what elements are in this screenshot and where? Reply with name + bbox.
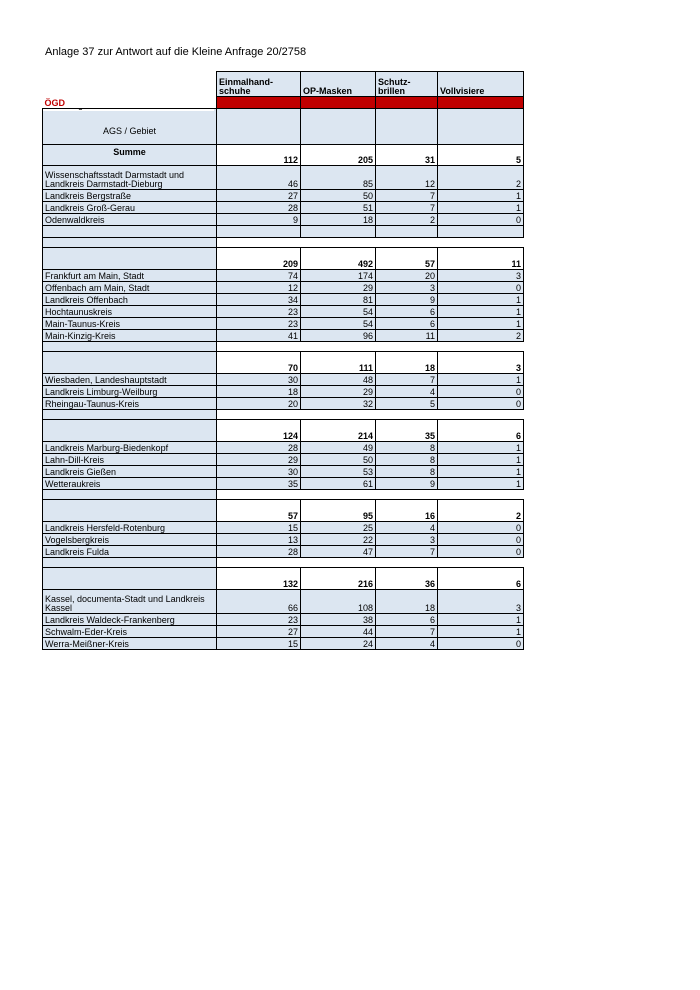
blank-cell xyxy=(376,226,438,238)
table-row xyxy=(43,590,524,614)
region-value: 8 xyxy=(376,454,438,466)
region-value: 9 xyxy=(217,214,301,226)
region-value: 7 xyxy=(376,190,438,202)
region-value: 66 xyxy=(217,590,301,614)
spacer-cell xyxy=(376,410,438,420)
document-heading: Anlage 37 zur Antwort auf die Kleine Anfrage 20/2758 xyxy=(45,46,307,58)
spacer-row xyxy=(43,238,524,248)
group-total-value: 214 xyxy=(301,420,376,442)
region-value: 12 xyxy=(217,282,301,294)
spacer-cell xyxy=(217,490,301,500)
spacer-cell xyxy=(376,490,438,500)
spacer-cell xyxy=(438,410,524,420)
group-total-value: 2 xyxy=(438,500,524,522)
region-value: 25 xyxy=(301,522,376,534)
region-value: 28 xyxy=(217,202,301,214)
region-value: 15 xyxy=(217,638,301,650)
region-value: 27 xyxy=(217,626,301,638)
region-value: 28 xyxy=(217,546,301,558)
region-value: 7 xyxy=(376,546,438,558)
table-row xyxy=(43,398,524,410)
col-header-goggles: Schutz-brillen xyxy=(376,72,438,97)
spacer-cell xyxy=(217,238,301,248)
region-value: 48 xyxy=(301,374,376,386)
table-row xyxy=(43,294,524,306)
red-bar-cell xyxy=(217,97,301,109)
spacer-cell xyxy=(43,490,217,500)
region-name: Lahn-Dill-Kreis xyxy=(43,454,217,466)
spacer-cell xyxy=(217,342,301,352)
region-value: 54 xyxy=(301,306,376,318)
region-value: 12 xyxy=(376,166,438,190)
region-value: 3 xyxy=(438,590,524,614)
region-value: 51 xyxy=(301,202,376,214)
blank-row xyxy=(43,226,524,238)
region-value: 2 xyxy=(438,330,524,342)
region-value: 1 xyxy=(438,202,524,214)
region-value: 29 xyxy=(301,282,376,294)
group-total-value: 18 xyxy=(376,352,438,374)
region-value: 1 xyxy=(438,626,524,638)
region-value: 4 xyxy=(376,522,438,534)
region-value: 20 xyxy=(217,398,301,410)
region-value: 50 xyxy=(301,190,376,202)
region-value: 61 xyxy=(301,478,376,490)
table-row xyxy=(43,374,524,386)
region-value: 11 xyxy=(376,330,438,342)
region-value: 1 xyxy=(438,614,524,626)
group-total-value: 492 xyxy=(301,248,376,270)
group-total-value: 35 xyxy=(376,420,438,442)
group-total-label-cell xyxy=(43,248,217,270)
spacer-row xyxy=(43,490,524,500)
table-row xyxy=(43,202,524,214)
col-header-visors: Vollvisiere xyxy=(438,72,524,97)
group-total-row xyxy=(43,352,524,374)
region-value: 41 xyxy=(217,330,301,342)
region-value: 0 xyxy=(438,282,524,294)
region-value: 1 xyxy=(438,190,524,202)
region-value: 49 xyxy=(301,442,376,454)
ags-text: AGS / Gebiet xyxy=(102,126,157,136)
region-value: 23 xyxy=(217,318,301,330)
region-value: 2 xyxy=(376,214,438,226)
table-row xyxy=(43,534,524,546)
header-empty-cell xyxy=(43,72,217,97)
table-row xyxy=(43,282,524,294)
region-value: 1 xyxy=(438,442,524,454)
spacer-row xyxy=(43,342,524,352)
region-value: 0 xyxy=(438,386,524,398)
ags-cell xyxy=(301,109,376,145)
region-value: 4 xyxy=(376,386,438,398)
region-value: 96 xyxy=(301,330,376,342)
region-value: 1 xyxy=(438,318,524,330)
table-row xyxy=(43,546,524,558)
region-name: Landkreis Bergstraße xyxy=(43,190,217,202)
spacer-cell xyxy=(301,490,376,500)
region-value: 50 xyxy=(301,454,376,466)
summe-value: 5 xyxy=(438,145,524,166)
region-value: 30 xyxy=(217,374,301,386)
region-value: 0 xyxy=(438,638,524,650)
spacer-row xyxy=(43,558,524,568)
region-value: 6 xyxy=(376,614,438,626)
region-value: 32 xyxy=(301,398,376,410)
spacer-cell xyxy=(217,558,301,568)
table-title: ÖGD xyxy=(44,98,66,108)
region-value: 27 xyxy=(217,190,301,202)
region-name: Vogelsbergkreis xyxy=(43,534,217,546)
ags-label xyxy=(43,109,217,145)
region-value: 81 xyxy=(301,294,376,306)
blank-cell xyxy=(217,226,301,238)
region-value: 0 xyxy=(438,534,524,546)
table-row xyxy=(43,638,524,650)
spacer-cell xyxy=(438,558,524,568)
spacer-cell xyxy=(438,490,524,500)
region-value: 6 xyxy=(376,318,438,330)
red-bar-cell xyxy=(301,97,376,109)
region-value: 22 xyxy=(301,534,376,546)
group-total-row xyxy=(43,568,524,590)
region-name: Landkreis Fulda xyxy=(43,546,217,558)
group-total-value: 209 xyxy=(217,248,301,270)
col-header-masks: OP-Masken xyxy=(301,72,376,97)
region-value: 23 xyxy=(217,614,301,626)
group-total-label-cell xyxy=(43,500,217,522)
table-row xyxy=(43,478,524,490)
region-name: Odenwaldkreis xyxy=(43,214,217,226)
region-name: Main-Kinzig-Kreis xyxy=(43,330,217,342)
table-row xyxy=(43,442,524,454)
region-value: 1 xyxy=(438,454,524,466)
blank-cell xyxy=(43,226,217,238)
region-name: Kassel, documenta-Stadt und Landkreis Kassel xyxy=(43,590,217,614)
group-total-row xyxy=(43,248,524,270)
summe-value: 31 xyxy=(376,145,438,166)
region-name: Werra-Meißner-Kreis xyxy=(43,638,217,650)
table-row xyxy=(43,166,524,190)
summe-value: 112 xyxy=(217,145,301,166)
region-value: 34 xyxy=(217,294,301,306)
region-value: 20 xyxy=(376,270,438,282)
region-value: 9 xyxy=(376,478,438,490)
region-name: Landkreis Waldeck-Frankenberg xyxy=(43,614,217,626)
date-line xyxy=(43,109,214,112)
group-total-label-cell xyxy=(43,352,217,374)
group-total-value: 111 xyxy=(301,352,376,374)
region-value: 29 xyxy=(301,386,376,398)
col-header-gloves: Einmalhand-schuhe xyxy=(217,72,301,97)
ags-cell xyxy=(376,109,438,145)
group-total-value: 36 xyxy=(376,568,438,590)
spacer-cell xyxy=(438,238,524,248)
group-total-value: 216 xyxy=(301,568,376,590)
table-row xyxy=(43,522,524,534)
group-total-value: 132 xyxy=(217,568,301,590)
table-row xyxy=(43,626,524,638)
region-name: Wissenschaftsstadt Darmstadt und Landkreis Darmstadt-Dieburg xyxy=(43,166,217,190)
region-value: 8 xyxy=(376,466,438,478)
region-value: 3 xyxy=(376,282,438,294)
group-total-row xyxy=(43,420,524,442)
spacer-cell xyxy=(376,342,438,352)
region-value: 1 xyxy=(438,374,524,386)
table-row xyxy=(43,466,524,478)
summe-value: 205 xyxy=(301,145,376,166)
table-row xyxy=(43,454,524,466)
ags-cell xyxy=(438,109,524,145)
region-name: Main-Taunus-Kreis xyxy=(43,318,217,330)
region-value: 1 xyxy=(438,294,524,306)
spacer-cell xyxy=(301,558,376,568)
spacer-cell xyxy=(438,342,524,352)
spacer-cell xyxy=(301,410,376,420)
region-value: 0 xyxy=(438,522,524,534)
spacer-cell xyxy=(301,342,376,352)
table-row xyxy=(43,190,524,202)
group-total-value: 11 xyxy=(438,248,524,270)
region-name: Wetteraukreis xyxy=(43,478,217,490)
table-row xyxy=(43,214,524,226)
region-value: 4 xyxy=(376,638,438,650)
region-value: 1 xyxy=(438,466,524,478)
red-bar-cell xyxy=(376,97,438,109)
region-name: Offenbach am Main, Stadt xyxy=(43,282,217,294)
region-name: Landkreis Hersfeld-Rotenburg xyxy=(43,522,217,534)
region-value: 23 xyxy=(217,306,301,318)
region-value: 30 xyxy=(217,466,301,478)
spacer-cell xyxy=(376,238,438,248)
region-name: Landkreis Offenbach xyxy=(43,294,217,306)
region-value: 2 xyxy=(438,166,524,190)
header-row xyxy=(43,72,524,97)
spacer-cell xyxy=(43,558,217,568)
table-row xyxy=(43,614,524,626)
region-value: 3 xyxy=(438,270,524,282)
spacer-cell xyxy=(43,342,217,352)
group-total-value: 3 xyxy=(438,352,524,374)
region-value: 85 xyxy=(301,166,376,190)
region-value: 1 xyxy=(438,478,524,490)
region-value: 5 xyxy=(376,398,438,410)
region-value: 47 xyxy=(301,546,376,558)
table-row xyxy=(43,330,524,342)
region-value: 38 xyxy=(301,614,376,626)
title-row xyxy=(43,97,524,109)
region-value: 174 xyxy=(301,270,376,282)
region-value: 0 xyxy=(438,546,524,558)
region-name: Landkreis Groß-Gerau xyxy=(43,202,217,214)
group-total-value: 95 xyxy=(301,500,376,522)
group-total-value: 6 xyxy=(438,568,524,590)
region-value: 0 xyxy=(438,214,524,226)
summe-row xyxy=(43,145,524,166)
table-row xyxy=(43,386,524,398)
region-value: 28 xyxy=(217,442,301,454)
group-total-value: 16 xyxy=(376,500,438,522)
spacer-row xyxy=(43,410,524,420)
region-value: 1 xyxy=(438,306,524,318)
table-row xyxy=(43,270,524,282)
group-total-value: 57 xyxy=(217,500,301,522)
region-value: 8 xyxy=(376,442,438,454)
region-value: 54 xyxy=(301,318,376,330)
region-value: 15 xyxy=(217,522,301,534)
distribution-table xyxy=(42,71,524,650)
region-value: 0 xyxy=(438,398,524,410)
region-value: 35 xyxy=(217,478,301,490)
region-value: 7 xyxy=(376,374,438,386)
group-total-label-cell xyxy=(43,420,217,442)
region-value: 108 xyxy=(301,590,376,614)
region-value: 53 xyxy=(301,466,376,478)
region-name: Frankfurt am Main, Stadt xyxy=(43,270,217,282)
ags-row xyxy=(43,109,524,145)
region-name: Landkreis Gießen xyxy=(43,466,217,478)
group-total-value: 6 xyxy=(438,420,524,442)
ags-cell xyxy=(217,109,301,145)
table-row xyxy=(43,306,524,318)
region-value: 13 xyxy=(217,534,301,546)
summe-label: Summe xyxy=(43,145,217,166)
region-value: 46 xyxy=(217,166,301,190)
region-value: 74 xyxy=(217,270,301,282)
blank-cell xyxy=(301,226,376,238)
group-total-value: 70 xyxy=(217,352,301,374)
region-value: 44 xyxy=(301,626,376,638)
spacer-cell xyxy=(217,410,301,420)
spacer-cell xyxy=(43,238,217,248)
region-name: Schwalm-Eder-Kreis xyxy=(43,626,217,638)
region-name: Hochtaunuskreis xyxy=(43,306,217,318)
region-name: Landkreis Limburg-Weilburg xyxy=(43,386,217,398)
group-total-value: 57 xyxy=(376,248,438,270)
region-value: 7 xyxy=(376,202,438,214)
group-total-label-cell xyxy=(43,568,217,590)
region-value: 3 xyxy=(376,534,438,546)
region-value: 18 xyxy=(376,590,438,614)
region-value: 7 xyxy=(376,626,438,638)
spacer-cell xyxy=(376,558,438,568)
spacer-cell xyxy=(43,410,217,420)
region-value: 6 xyxy=(376,306,438,318)
red-bar-cell xyxy=(438,97,524,109)
region-name: Landkreis Marburg-Biedenkopf xyxy=(43,442,217,454)
region-name: Wiesbaden, Landeshauptstadt xyxy=(43,374,217,386)
group-total-value: 124 xyxy=(217,420,301,442)
spacer-cell xyxy=(301,238,376,248)
region-value: 24 xyxy=(301,638,376,650)
region-value: 18 xyxy=(217,386,301,398)
group-rows xyxy=(43,166,524,650)
region-value: 9 xyxy=(376,294,438,306)
blank-cell xyxy=(438,226,524,238)
table-row xyxy=(43,318,524,330)
region-value: 29 xyxy=(217,454,301,466)
region-value: 18 xyxy=(301,214,376,226)
region-name: Rheingau-Taunus-Kreis xyxy=(43,398,217,410)
group-total-row xyxy=(43,500,524,522)
